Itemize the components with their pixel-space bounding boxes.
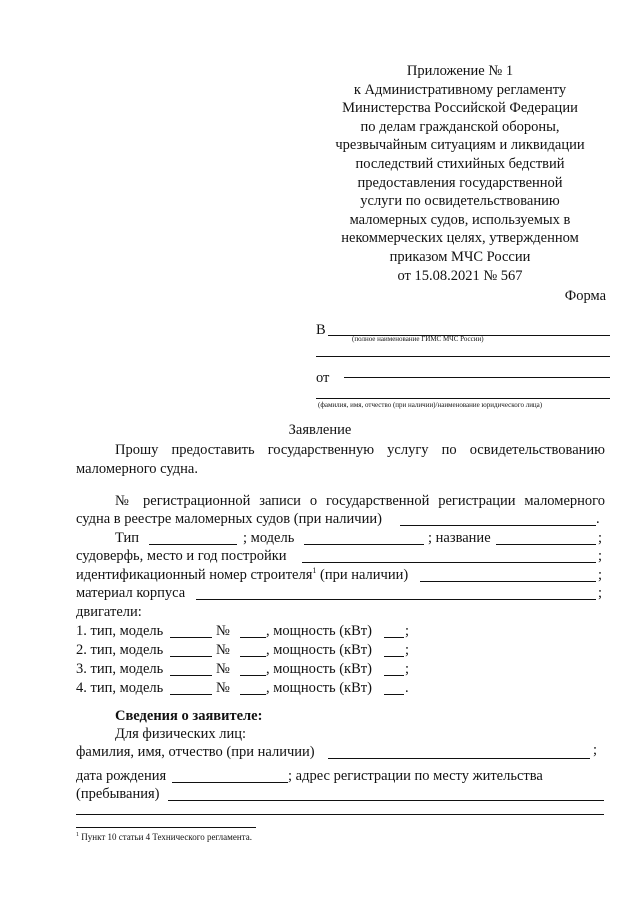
engine-4-num-label: № [216, 680, 230, 696]
header-line: маломерных судов, используемых в [349, 211, 571, 228]
header-line: последствий стихийных бедствий [355, 155, 565, 172]
header-line: Приложение № 1 [406, 63, 514, 79]
builder-id-text: идентификационный номер строителя [76, 567, 313, 583]
document-title: Заявление [288, 422, 352, 438]
shipyard-field[interactable] [302, 562, 596, 563]
request-line1: Прошу предоставить государственную услугу по освидетельствованию [115, 442, 605, 458]
type-label: Тип [115, 530, 140, 546]
header-line: услуги по освидетельствованию [360, 193, 560, 210]
to-field-line2[interactable] [316, 356, 610, 357]
footnote-separator [76, 827, 256, 828]
engine-2-end: ; [405, 642, 410, 658]
engine-3-num-field[interactable] [240, 675, 266, 676]
engine-2-power-field[interactable] [384, 656, 404, 657]
dob-field[interactable] [172, 782, 288, 783]
engine-1-num-field[interactable] [240, 637, 266, 638]
footnote-mark: 1 [76, 832, 79, 838]
stay-label: (пребывания) [76, 786, 160, 802]
from-caption: (фамилия, имя, отчество (при наличии)/наименование юридического лица) [318, 401, 543, 409]
builder-id-label [76, 566, 408, 584]
shipyard-label: судоверфь, место и год постройки [76, 548, 287, 564]
engine-2-num-label: № [216, 642, 230, 658]
engine-4-model-field[interactable] [170, 694, 212, 695]
builder-id-field[interactable] [420, 581, 596, 582]
engine-3-num-label: № [216, 661, 230, 677]
header-line: приказом МЧС России [389, 248, 531, 265]
applicant-heading: Сведения о заявителе: [115, 708, 263, 724]
semicolon: ; [598, 548, 603, 564]
header-line: к Административному регламенту [353, 81, 567, 98]
to-prefix: В [316, 322, 326, 338]
engine-4-num-field[interactable] [240, 694, 266, 695]
dob-label: дата рождения [76, 768, 167, 784]
model-field[interactable] [304, 544, 424, 545]
engine-4-power-label: , мощность (кВт) [266, 680, 372, 696]
engine-1-power-label: , мощность (кВт) [266, 623, 372, 639]
header-line: некоммерческих целях, утвержденном [341, 230, 579, 247]
fio-end: ; [593, 742, 598, 758]
from-prefix: от [316, 370, 330, 386]
engines-label: двигатели: [76, 604, 142, 620]
header-line: предоставления государственной [357, 174, 563, 191]
reg-number-field[interactable] [400, 525, 596, 526]
header-line: чрезвычайным ситуациям и ликвидации [335, 137, 585, 154]
reg-line1: № регистрационной записи о государственной регистрации маломерного [115, 493, 605, 509]
name-label: ; название [428, 530, 491, 546]
engine-1-num-label: № [216, 623, 230, 639]
semicolon: ; [598, 530, 603, 546]
form-label: Форма [564, 288, 606, 304]
to-caption: (полное наименование ГИМС МЧС России) [352, 335, 484, 343]
footnote-ref: 1 [312, 566, 317, 576]
fio-label: фамилия, имя, отчество (при наличии) [76, 744, 315, 760]
hull-field[interactable] [196, 599, 596, 600]
header-line: Министерства Российской Федерации [342, 100, 578, 117]
engine-1-power-field[interactable] [384, 637, 404, 638]
from-field[interactable] [344, 377, 610, 378]
from-field-line2[interactable] [316, 398, 610, 399]
model-label: ; модель [243, 530, 295, 546]
builder-id-tail: (при наличии) [316, 567, 409, 583]
header-line: по делам гражданской обороны, [360, 118, 560, 135]
footnote [76, 832, 252, 843]
reg-line2: судна в реестре маломерных судов (при наличии) [76, 511, 382, 527]
header-line: от 15.08.2021 № 567 [397, 267, 523, 284]
engine-1-model-field[interactable] [170, 637, 212, 638]
address-field[interactable] [168, 800, 604, 801]
address-label: ; адрес регистрации по месту жительства [288, 768, 543, 784]
name-field[interactable] [496, 544, 596, 545]
footnote-text: Пункт 10 статьи 4 Технического регламента. [79, 832, 252, 842]
engine-row-2-prefix: 2. тип, модель [76, 642, 164, 658]
appendix-header [330, 62, 590, 285]
semicolon: ; [598, 567, 603, 583]
request-line2: маломерного судна. [76, 461, 198, 477]
reg-end: . [596, 511, 600, 527]
fio-field[interactable] [328, 758, 590, 759]
type-field[interactable] [149, 544, 237, 545]
engine-3-power-label: , мощность (кВт) [266, 661, 372, 677]
engine-2-power-label: , мощность (кВт) [266, 642, 372, 658]
address-field-line2[interactable] [76, 814, 604, 815]
individuals-label: Для физических лиц: [115, 726, 247, 742]
engine-2-model-field[interactable] [170, 656, 212, 657]
engine-3-power-field[interactable] [384, 675, 404, 676]
engine-3-end: ; [405, 661, 410, 677]
engine-row-1-prefix: 1. тип, модель [76, 623, 164, 639]
engine-2-num-field[interactable] [240, 656, 266, 657]
engine-row-4-prefix: 4. тип, модель [76, 680, 164, 696]
hull-label: материал корпуса [76, 585, 186, 601]
engine-1-end: ; [405, 623, 410, 639]
semicolon: ; [598, 585, 603, 601]
engine-4-power-field[interactable] [384, 694, 404, 695]
engine-3-model-field[interactable] [170, 675, 212, 676]
engine-4-end: . [405, 680, 409, 696]
engine-row-3-prefix: 3. тип, модель [76, 661, 164, 677]
